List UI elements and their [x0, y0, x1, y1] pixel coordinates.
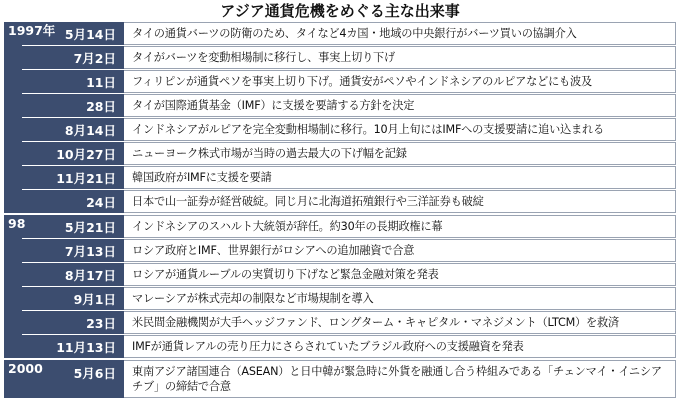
- event-date: 9月1日: [22, 287, 124, 310]
- event-date: 11月21日: [22, 166, 124, 189]
- year-label: 98: [8, 216, 26, 231]
- event-row: [22, 287, 676, 310]
- figure-title: アジア通貨危機をめぐる主な出来事: [220, 2, 460, 20]
- event-date: 5月14日: [22, 22, 124, 45]
- event-date: 7月13日: [22, 239, 124, 262]
- event-rows: [22, 360, 676, 398]
- event-row: [22, 46, 676, 69]
- event-description: ロシアが通貨ルーブルの実質切り下げなど緊急金融対策を発表: [124, 263, 676, 286]
- event-row: [22, 239, 676, 262]
- event-date: 5月21日: [22, 215, 124, 238]
- event-description: マレーシアが株式売却の制限など市場規制を導入: [124, 287, 676, 310]
- year-column: [4, 22, 56, 213]
- year-label: 2000: [8, 361, 43, 376]
- timeline-table: [4, 22, 676, 398]
- event-date: 24日: [22, 190, 124, 213]
- year-block-1997: [4, 22, 676, 213]
- event-row: [22, 215, 676, 238]
- event-description: ロシア政府とIMF、世界銀行がロシアへの追加融資で合意: [124, 239, 676, 262]
- event-description: フィリピンが通貨ペソを事実上切り下げ。通貨安がペソやインドネシアのルピアなどにも波及: [124, 70, 676, 93]
- event-row: [22, 94, 676, 117]
- event-row: [22, 190, 676, 213]
- event-description: 日本で山一証券が経営破綻。同じ月に北海道拓殖銀行や三洋証券も破綻: [124, 190, 676, 213]
- event-row: [22, 263, 676, 286]
- year-label: 1997年: [8, 23, 56, 38]
- event-rows: [22, 215, 676, 358]
- year-column: [4, 360, 43, 398]
- year-block-98: [4, 215, 676, 358]
- year-column: [4, 215, 26, 358]
- event-date: 11日: [22, 70, 124, 93]
- event-row: [22, 166, 676, 189]
- event-date: 8月17日: [22, 263, 124, 286]
- event-date: 28日: [22, 94, 124, 117]
- event-row: [22, 118, 676, 141]
- event-description: ニューヨーク株式市場が当時の過去最大の下げ幅を記録: [124, 142, 676, 165]
- event-date: 23日: [22, 311, 124, 334]
- event-date: 10月27日: [22, 142, 124, 165]
- event-description: タイの通貨バーツの防衛のため、タイなど4カ国・地域の中央銀行がバーツ買いの協調介入: [124, 22, 676, 45]
- event-description: タイがバーツを変動相場制に移行し、事実上切り下げ: [124, 46, 676, 69]
- event-row: [22, 360, 676, 398]
- event-date: 11月13日: [22, 335, 124, 358]
- event-date: 5月6日: [22, 360, 124, 398]
- event-description: 米民間金融機関が大手ヘッジファンド、ロングターム・キャピタル・マネジメント（LTCM）を救済: [124, 311, 676, 334]
- year-block-2000: [4, 360, 676, 398]
- event-rows: [22, 22, 676, 213]
- event-description: 東南アジア諸国連合（ASEAN）と日中韓が緊急時に外貨を融通し合う枠組みである「チェンマイ・イニシアチブ」の締結で合意: [124, 360, 676, 398]
- event-row: [22, 22, 676, 45]
- event-description: 韓国政府がIMFに支援を要請: [124, 166, 676, 189]
- event-description: インドネシアのスハルト大統領が辞任。約30年の長期政権に幕: [124, 215, 676, 238]
- event-row: [22, 70, 676, 93]
- event-date: 8月14日: [22, 118, 124, 141]
- event-row: [22, 311, 676, 334]
- event-description: IMFが通貨レアルの売り圧力にさらされていたブラジル政府への支援融資を発表: [124, 335, 676, 358]
- event-description: インドネシアがルピアを完全変動相場制に移行。10月上旬にはIMFへの支援要請に追い込まれる: [124, 118, 676, 141]
- event-row: [22, 142, 676, 165]
- event-date: 7月2日: [22, 46, 124, 69]
- event-description: タイが国際通貨基金（IMF）に支援を要請する方針を決定: [124, 94, 676, 117]
- event-row: [22, 335, 676, 358]
